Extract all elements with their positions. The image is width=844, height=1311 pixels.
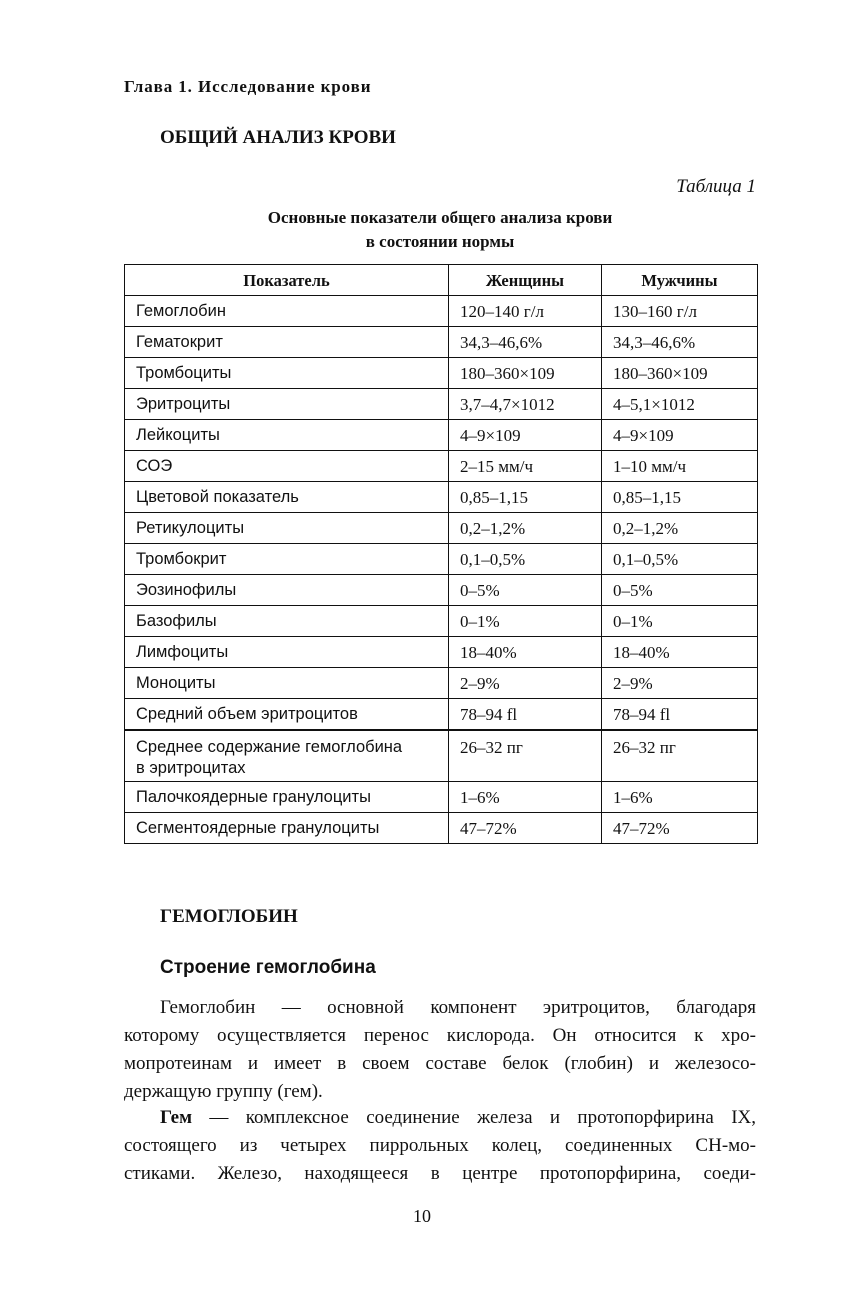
cell-indicator: Гематокрит — [125, 327, 449, 358]
cell-women: 1–6% — [449, 782, 602, 813]
table-row — [125, 296, 758, 327]
cell-indicator: СОЭ — [125, 451, 449, 482]
table-row — [125, 358, 758, 389]
cell-indicator: Сегментоядерные гранулоциты — [125, 813, 449, 844]
cell-indicator: Моноциты — [125, 668, 449, 699]
cell-men: 1–6% — [602, 782, 758, 813]
cell-indicator: Тромбокрит — [125, 544, 449, 575]
cell-men: 0,85–1,15 — [602, 482, 758, 513]
cell-indicator: Средний объем эритроцитов — [125, 699, 449, 731]
table-row — [125, 389, 758, 420]
table-row — [125, 451, 758, 482]
cell-women: 2–15 мм/ч — [449, 451, 602, 482]
cell-indicator: Палочкоядерные гранулоциты — [125, 782, 449, 813]
cell-men: 18–40% — [602, 637, 758, 668]
paragraph-line: состоящего из четырех пиррольных колец, соединенных CH-мо- — [124, 1135, 756, 1156]
cell-men: 130–160 г/л — [602, 296, 758, 327]
paragraph-line — [124, 1104, 756, 1132]
paragraph-line: стиками. Железо, находящееся в центре протопорфирина, соеди- — [124, 1163, 756, 1184]
paragraph-line: мопротеинам и имеет в своем составе белок (глобин) и железосо- — [124, 1053, 756, 1074]
table-row — [125, 482, 758, 513]
cell-men: 180–360×109 — [602, 358, 758, 389]
cell-men: 78–94 fl — [602, 699, 758, 731]
table-row — [125, 420, 758, 451]
cell-women: 0–5% — [449, 575, 602, 606]
table-row — [125, 544, 758, 575]
cell-men: 4–9×109 — [602, 420, 758, 451]
table-row — [125, 637, 758, 668]
column-header-indicator: Показатель — [125, 265, 449, 296]
running-header: Глава 1. Исследование крови — [124, 77, 372, 96]
table-caption-line: в состоянии нормы — [365, 232, 515, 251]
table-label: Таблица 1 — [676, 176, 756, 197]
cell-men: 34,3–46,6% — [602, 327, 758, 358]
blood-norms-table — [124, 264, 758, 844]
cell-women: 0,1–0,5% — [449, 544, 602, 575]
cell-women: 2–9% — [449, 668, 602, 699]
paragraph — [124, 994, 756, 1106]
section-title: ОБЩИЙ АНАЛИЗ КРОВИ — [160, 127, 396, 148]
paragraph-line-text: — комплексное соединение железа и протопорфирина IX, — [192, 1107, 756, 1128]
table-row — [125, 813, 758, 844]
cell-men: 26–32 пг — [602, 730, 758, 782]
cell-indicator — [125, 730, 449, 782]
cell-women: 0–1% — [449, 606, 602, 637]
cell-indicator: Эритроциты — [125, 389, 449, 420]
cell-indicator: Гемоглобин — [125, 296, 449, 327]
table-row — [125, 606, 758, 637]
cell-women: 180–360×109 — [449, 358, 602, 389]
cell-indicator: Цветовой показатель — [125, 482, 449, 513]
cell-men: 2–9% — [602, 668, 758, 699]
cell-men: 4–5,1×1012 — [602, 389, 758, 420]
paragraph — [124, 1104, 756, 1188]
cell-women: 0,2–1,2% — [449, 513, 602, 544]
table-row — [125, 699, 758, 731]
cell-men: 0–5% — [602, 575, 758, 606]
cell-women: 4–9×109 — [449, 420, 602, 451]
cell-men: 0–1% — [602, 606, 758, 637]
cell-indicator: Тромбоциты — [125, 358, 449, 389]
column-header-women: Женщины — [449, 265, 602, 296]
cell-line: Среднее содержание гемоглобина — [136, 738, 403, 756]
subsection-title: Строение гемоглобина — [160, 957, 376, 978]
cell-indicator: Эозинофилы — [125, 575, 449, 606]
table-row — [125, 575, 758, 606]
table-row — [125, 782, 758, 813]
cell-women: 26–32 пг — [449, 730, 602, 782]
cell-women: 78–94 fl — [449, 699, 602, 731]
cell-women: 18–40% — [449, 637, 602, 668]
paragraph-line: которому осуществляется перенос кислорода. Он относится к хро- — [124, 1025, 756, 1046]
cell-women: 0,85–1,15 — [449, 482, 602, 513]
cell-indicator: Лейкоциты — [125, 420, 449, 451]
term-heme: Гем — [160, 1107, 193, 1128]
cell-women: 34,3–46,6% — [449, 327, 602, 358]
table-row — [125, 327, 758, 358]
table-row — [125, 730, 758, 782]
paragraph-line: Гемоглобин — основной компонент эритроцитов, благодаря — [160, 997, 756, 1018]
page-number: 10 — [413, 1206, 431, 1226]
cell-indicator: Лимфоциты — [125, 637, 449, 668]
cell-women: 47–72% — [449, 813, 602, 844]
cell-men: 1–10 мм/ч — [602, 451, 758, 482]
table-row — [125, 513, 758, 544]
table-row — [125, 668, 758, 699]
cell-men: 0,1–0,5% — [602, 544, 758, 575]
section-title-hemoglobin: ГЕМОГЛОБИН — [160, 906, 298, 927]
table-caption-line: Основные показатели общего анализа крови — [267, 208, 613, 227]
cell-line: в эритроцитах — [136, 759, 246, 777]
paragraph-line: держащую группу (гем). — [124, 1081, 323, 1102]
cell-indicator: Ретикулоциты — [125, 513, 449, 544]
cell-women: 120–140 г/л — [449, 296, 602, 327]
table-header-row — [125, 265, 758, 296]
cell-women: 3,7–4,7×1012 — [449, 389, 602, 420]
cell-indicator: Базофилы — [125, 606, 449, 637]
table-caption — [124, 206, 756, 254]
cell-men: 0,2–1,2% — [602, 513, 758, 544]
column-header-men: Мужчины — [602, 265, 758, 296]
cell-men: 47–72% — [602, 813, 758, 844]
